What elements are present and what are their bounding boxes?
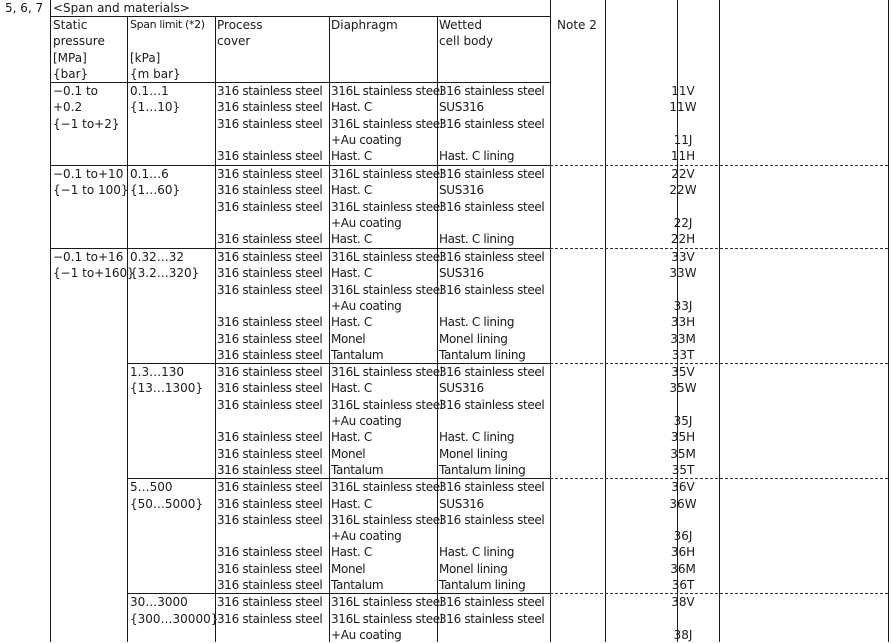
process-cover-value: 316 stainless steel bbox=[217, 183, 323, 198]
diaphragm-value: Hast. C bbox=[331, 381, 372, 396]
model-code: 36J bbox=[673, 529, 693, 544]
wetted-cell-body-value: Hast. C lining bbox=[439, 545, 515, 560]
wetted-cell-body-value: 316 stainless steel bbox=[439, 480, 545, 495]
static-pressure-value: {−1 to+160} bbox=[53, 266, 135, 281]
diaphragm-value: Hast. C bbox=[331, 545, 372, 560]
diaphragm-value: 316L stainless steel bbox=[331, 595, 443, 610]
wetted-cell-body-value: Hast. C lining bbox=[439, 315, 515, 330]
diaphragm-value: Tantalum bbox=[331, 347, 384, 362]
span-limit-value: {3.2…320} bbox=[130, 266, 200, 281]
span-limit-value: 0.1…6 bbox=[130, 167, 169, 181]
span-limit-value: {1…60} bbox=[130, 183, 181, 198]
wetted-cell-body-value: Tantalum lining bbox=[439, 462, 526, 477]
process-cover-value: 316 stainless steel bbox=[217, 149, 323, 164]
process-cover-value: 316 stainless steel bbox=[217, 397, 323, 412]
col-divider bbox=[437, 16, 438, 642]
span-limit-value: 5…500 bbox=[130, 480, 173, 495]
diaphragm-value: Hast. C bbox=[331, 430, 372, 445]
col-divider bbox=[719, 0, 720, 642]
process-cover-value: 316 stainless steel bbox=[217, 232, 323, 247]
static-pressure-value: {−1 to 100} bbox=[53, 183, 129, 198]
wetted-cell-body-value: Monel lining bbox=[439, 561, 508, 576]
process-cover-value: 316 stainless steel bbox=[217, 446, 323, 461]
col-divider bbox=[888, 0, 889, 642]
diaphragm-value: Tantalum bbox=[331, 578, 384, 592]
col-divider bbox=[215, 16, 216, 642]
col-divider bbox=[50, 0, 51, 642]
wetted-cell-body-value: 316 stainless steel bbox=[439, 282, 545, 297]
model-code: 35H bbox=[670, 430, 696, 445]
diaphragm-value: Hast. C bbox=[331, 496, 372, 511]
span-limit-value: {13…1300} bbox=[130, 381, 204, 396]
header-static-pressure: Static bbox=[53, 18, 88, 32]
item-code: 5, 6, 7 bbox=[5, 1, 44, 15]
static-pressure-value: {−1 to+2} bbox=[53, 116, 120, 131]
wetted-cell-body-value: 316 stainless steel bbox=[439, 250, 545, 264]
model-code: 36M bbox=[670, 561, 696, 576]
static-pressure-value: −0.1 to+16 bbox=[53, 250, 124, 264]
model-code: 11W bbox=[669, 100, 697, 115]
diaphragm-value: Hast. C bbox=[331, 149, 372, 164]
wetted-cell-body-value: 316 stainless steel bbox=[439, 116, 545, 131]
span-limit-value: 30…3000 bbox=[130, 595, 188, 610]
diaphragm-value: Hast. C bbox=[331, 315, 372, 330]
span-limit-value: {50…5000} bbox=[130, 496, 204, 511]
col-divider bbox=[127, 16, 128, 642]
diaphragm-value: Tantalum bbox=[331, 462, 384, 477]
diaphragm-value: 316L stainless steel bbox=[331, 84, 443, 98]
process-cover-value: 316 stainless steel bbox=[217, 595, 323, 610]
diaphragm-value: +Au coating bbox=[331, 215, 402, 230]
diaphragm-value: 316L stainless steel bbox=[331, 611, 443, 626]
wetted-cell-body-value: Tantalum lining bbox=[439, 578, 526, 592]
diaphragm-value: 316L stainless steel bbox=[331, 199, 443, 214]
process-cover-value: 316 stainless steel bbox=[217, 116, 323, 131]
diaphragm-value: 316L stainless steel bbox=[331, 365, 443, 380]
col-divider bbox=[329, 16, 330, 642]
model-code: 22V bbox=[671, 167, 695, 181]
process-cover-value: 316 stainless steel bbox=[217, 315, 323, 330]
model-code: 35T bbox=[671, 462, 695, 477]
diaphragm-value: +Au coating bbox=[331, 627, 402, 642]
wetted-cell-body-value: Monel lining bbox=[439, 446, 508, 461]
process-cover-value: 316 stainless steel bbox=[217, 480, 323, 495]
process-cover-value: 316 stainless steel bbox=[217, 331, 323, 346]
process-cover-value: 316 stainless steel bbox=[217, 167, 323, 181]
header-wetted-cell-body: cell body bbox=[439, 34, 494, 49]
diaphragm-value: 316L stainless steel bbox=[331, 480, 443, 495]
header-wetted-cell-body: Wetted bbox=[439, 18, 482, 32]
model-code: 35V bbox=[671, 365, 695, 380]
model-code: 33M bbox=[670, 331, 696, 346]
span-rule-dashed bbox=[550, 478, 888, 479]
wetted-cell-body-value: SUS316 bbox=[439, 183, 484, 198]
model-code: 33H bbox=[670, 315, 696, 330]
diaphragm-value: Hast. C bbox=[331, 100, 372, 115]
group-rule-dashed bbox=[550, 165, 888, 166]
diaphragm-value: Monel bbox=[331, 446, 366, 461]
diaphragm-value: 316L stainless steel bbox=[331, 167, 443, 181]
header-static-pressure: [MPa] bbox=[53, 50, 87, 65]
header-note: Note 2 bbox=[557, 18, 597, 32]
model-code: 36V bbox=[671, 480, 695, 495]
wetted-cell-body-value: Tantalum lining bbox=[439, 347, 526, 362]
process-cover-value: 316 stainless steel bbox=[217, 347, 323, 362]
header-span-limit: {m bar} bbox=[130, 66, 181, 81]
wetted-cell-body-value: Hast. C lining bbox=[439, 149, 515, 164]
diaphragm-value: Hast. C bbox=[331, 183, 372, 198]
process-cover-value: 316 stainless steel bbox=[217, 100, 323, 115]
process-cover-value: 316 stainless steel bbox=[217, 561, 323, 576]
model-code: 33T bbox=[671, 347, 695, 362]
span-limit-value: 1.3…130 bbox=[130, 365, 184, 380]
header-process-cover: Process bbox=[217, 18, 263, 32]
wetted-cell-body-value: 316 stainless steel bbox=[439, 512, 545, 527]
model-code: 11H bbox=[670, 149, 696, 164]
span-limit-value: 0.32…32 bbox=[130, 250, 184, 264]
wetted-cell-body-value: 316 stainless steel bbox=[439, 365, 545, 380]
model-code: 11J bbox=[673, 132, 693, 147]
model-code: 22W bbox=[669, 183, 697, 198]
model-code: 33V bbox=[671, 250, 695, 264]
header-static-pressure: pressure bbox=[53, 34, 105, 49]
wetted-cell-body-value: 316 stainless steel bbox=[439, 199, 545, 214]
header-diaphragm: Diaphragm bbox=[331, 18, 398, 32]
process-cover-value: 316 stainless steel bbox=[217, 462, 323, 477]
diaphragm-value: Monel bbox=[331, 331, 366, 346]
process-cover-value: 316 stainless steel bbox=[217, 199, 323, 214]
process-cover-value: 316 stainless steel bbox=[217, 496, 323, 511]
group-rule-dashed bbox=[550, 248, 888, 249]
diaphragm-value: 316L stainless steel bbox=[331, 116, 443, 131]
process-cover-value: 316 stainless steel bbox=[217, 578, 323, 592]
model-code: 35W bbox=[669, 381, 697, 396]
wetted-cell-body-value: SUS316 bbox=[439, 381, 484, 396]
process-cover-value: 316 stainless steel bbox=[217, 266, 323, 281]
model-code: 36T bbox=[671, 578, 695, 592]
span-limit-value: {300…30000} bbox=[130, 611, 219, 626]
diaphragm-value: Monel bbox=[331, 561, 366, 576]
process-cover-value: 316 stainless steel bbox=[217, 381, 323, 396]
wetted-cell-body-value: 316 stainless steel bbox=[439, 595, 545, 610]
header-span-limit: [kPa] bbox=[130, 50, 161, 65]
model-code: 22J bbox=[673, 215, 693, 230]
diaphragm-value: +Au coating bbox=[331, 132, 402, 147]
wetted-cell-body-value: 316 stainless steel bbox=[439, 611, 545, 626]
model-code: 38J bbox=[673, 627, 693, 642]
model-code: 11V bbox=[671, 84, 695, 98]
diaphragm-value: 316L stainless steel bbox=[331, 250, 443, 264]
process-cover-value: 316 stainless steel bbox=[217, 512, 323, 527]
diaphragm-value: Hast. C bbox=[331, 232, 372, 247]
span-limit-value: 0.1…1 bbox=[130, 84, 169, 98]
wetted-cell-body-value: SUS316 bbox=[439, 496, 484, 511]
process-cover-value: 316 stainless steel bbox=[217, 430, 323, 445]
model-code: 35M bbox=[670, 446, 696, 461]
diaphragm-value: Hast. C bbox=[331, 266, 372, 281]
process-cover-value: 316 stainless steel bbox=[217, 545, 323, 560]
model-code: 33J bbox=[673, 298, 693, 313]
model-code: 33W bbox=[669, 266, 697, 281]
section-title: <Span and materials> bbox=[53, 1, 190, 15]
static-pressure-value: −0.1 to+10 bbox=[53, 167, 124, 181]
model-code: 36W bbox=[669, 496, 697, 511]
col-divider bbox=[550, 0, 551, 642]
diaphragm-value: 316L stainless steel bbox=[331, 512, 443, 527]
diaphragm-value: +Au coating bbox=[331, 414, 402, 428]
process-cover-value: 316 stainless steel bbox=[217, 282, 323, 297]
header-span-limit: Span limit (*2) bbox=[130, 18, 205, 31]
model-code: 35J bbox=[673, 414, 693, 428]
process-cover-value: 316 stainless steel bbox=[217, 611, 323, 626]
static-pressure-value: −0.1 to bbox=[53, 84, 98, 98]
col-divider bbox=[605, 0, 606, 642]
wetted-cell-body-value: Hast. C lining bbox=[439, 232, 515, 247]
wetted-cell-body-value: Monel lining bbox=[439, 331, 508, 346]
process-cover-value: 316 stainless steel bbox=[217, 250, 323, 264]
model-code: 38V bbox=[671, 595, 695, 610]
span-limit-value: {1…10} bbox=[130, 100, 181, 115]
wetted-cell-body-value: SUS316 bbox=[439, 100, 484, 115]
span-rule-dashed bbox=[550, 363, 888, 364]
wetted-cell-body-value: 316 stainless steel bbox=[439, 397, 545, 412]
diaphragm-value: +Au coating bbox=[331, 298, 402, 313]
model-code: 36H bbox=[670, 545, 696, 560]
wetted-cell-body-value: 316 stainless steel bbox=[439, 167, 545, 181]
wetted-cell-body-value: SUS316 bbox=[439, 266, 484, 281]
header-process-cover: cover bbox=[217, 34, 251, 49]
diaphragm-value: 316L stainless steel bbox=[331, 282, 443, 297]
process-cover-value: 316 stainless steel bbox=[217, 365, 323, 380]
span-rule-dashed bbox=[550, 593, 888, 594]
wetted-cell-body-value: Hast. C lining bbox=[439, 430, 515, 445]
diaphragm-value: 316L stainless steel bbox=[331, 397, 443, 412]
static-pressure-value: +0.2 bbox=[53, 100, 83, 115]
header-static-pressure: {bar} bbox=[53, 66, 89, 81]
process-cover-value: 316 stainless steel bbox=[217, 84, 323, 98]
model-code: 22H bbox=[670, 232, 696, 247]
diaphragm-value: +Au coating bbox=[331, 529, 402, 544]
wetted-cell-body-value: 316 stainless steel bbox=[439, 84, 545, 98]
